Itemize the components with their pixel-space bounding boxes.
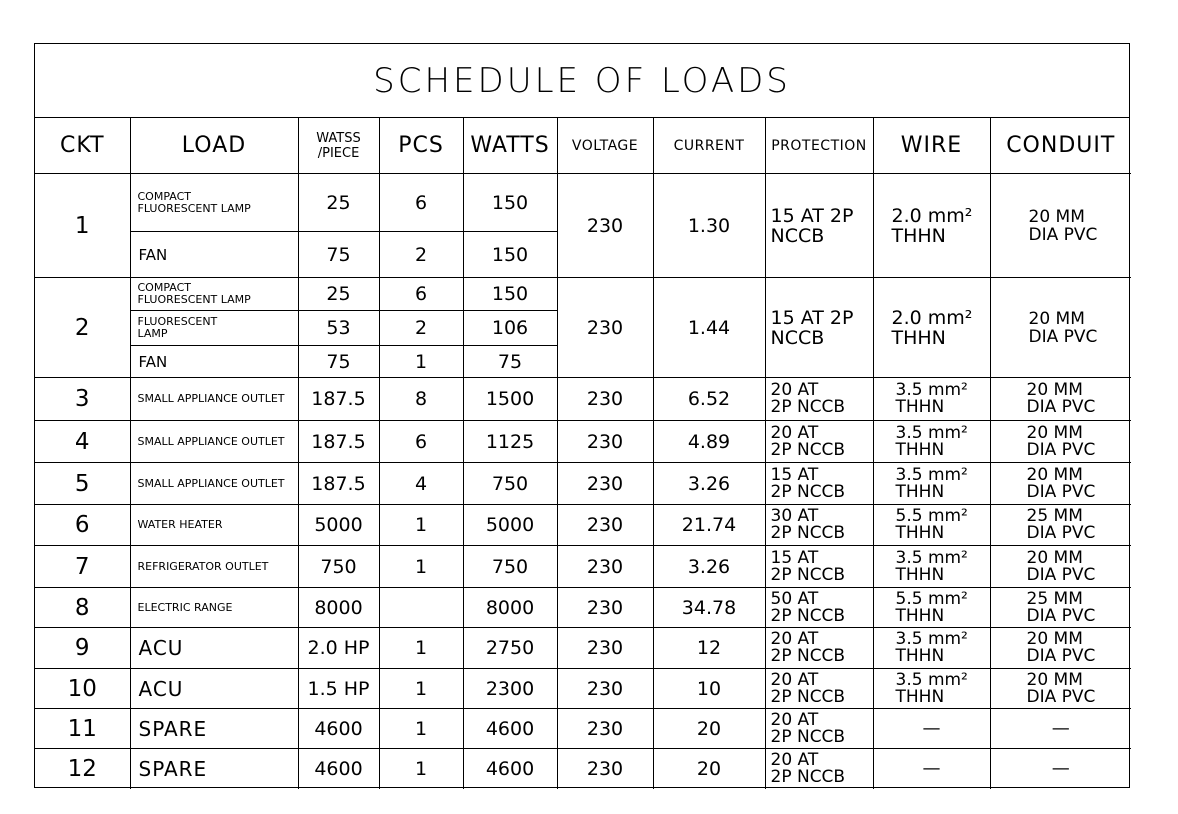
protection-cell — [765, 505, 873, 546]
load-cell: SPARE — [130, 709, 298, 749]
protection-line: 15 AT 2P — [770, 204, 854, 227]
conduit-line: 20 MM — [1026, 422, 1083, 443]
voltage-cell: 230 — [557, 378, 653, 421]
wire-cell — [873, 505, 990, 546]
watts-per-piece-cell: 5000 — [298, 505, 379, 546]
watts-per-piece-cell: 75 — [298, 346, 379, 378]
protection-line: 20 AT — [770, 422, 819, 443]
protection-cell — [765, 278, 873, 378]
ckt-cell: 7 — [35, 546, 130, 588]
wire-line: 5.5 mm² — [895, 506, 968, 526]
watts-per-piece-cell: 187.5 — [298, 378, 379, 421]
wire-line: 3.5 mm² — [895, 547, 968, 568]
wire-line: THHN — [895, 397, 945, 417]
protection-cell — [765, 378, 873, 421]
header-watts-per-piece-line1: WATSS — [316, 130, 361, 146]
loads-table — [35, 118, 1131, 789]
pcs-cell: 1 — [379, 346, 463, 378]
header-voltage: VOLTAGE — [557, 118, 653, 174]
protection-line: 2P NCCB — [770, 523, 846, 543]
conduit-line: — — [1051, 718, 1070, 739]
wire-line: THHN — [891, 326, 946, 349]
conduit-line: DIA PVC — [1026, 397, 1096, 417]
watts-per-piece-cell: 187.5 — [298, 463, 379, 505]
protection-line: 2P NCCB — [770, 686, 846, 707]
voltage-cell: 230 — [557, 628, 653, 669]
protection-line: 20 AT — [770, 749, 819, 770]
header-watts: WATTS — [463, 118, 557, 174]
wire-line: — — [922, 718, 941, 739]
protection-cell — [765, 709, 873, 749]
wire-cell — [873, 709, 990, 749]
pcs-cell: 6 — [379, 278, 463, 311]
conduit-cell — [990, 421, 1131, 463]
conduit-line: 20 MM — [1026, 629, 1083, 649]
conduit-cell — [990, 505, 1131, 546]
voltage-cell: 230 — [557, 546, 653, 588]
wire-line: — — [922, 758, 941, 780]
conduit-line: DIA PVC — [1026, 523, 1096, 543]
current-cell: 1.44 — [653, 278, 765, 378]
protection-line: 2P NCCB — [770, 397, 846, 417]
wire-cell — [873, 546, 990, 588]
wire-line: THHN — [895, 439, 945, 460]
watts-per-piece-cell: 1.5 HP — [298, 669, 379, 709]
table-row — [35, 278, 1131, 311]
protection-line: 15 AT — [770, 547, 819, 568]
protection-line: 20 AT — [770, 709, 819, 730]
load-name-line: COMPACT — [137, 281, 191, 294]
load-cell: ACU — [130, 669, 298, 709]
ckt-cell: 8 — [35, 588, 130, 628]
current-cell: 12 — [653, 628, 765, 669]
current-cell: 20 — [653, 709, 765, 749]
voltage-cell: 230 — [557, 278, 653, 378]
watts-cell: 8000 — [463, 588, 557, 628]
protection-line: 20 AT — [770, 629, 819, 649]
voltage-cell: 230 — [557, 421, 653, 463]
protection-line: 2P NCCB — [770, 439, 846, 460]
protection-cell — [765, 546, 873, 588]
watts-cell: 750 — [463, 546, 557, 588]
load-name-line: FLUORESCENT — [137, 315, 218, 328]
watts-per-piece-cell: 4600 — [298, 749, 379, 789]
conduit-cell — [990, 628, 1131, 669]
load-cell: SMALL APPLIANCE OUTLET — [130, 421, 298, 463]
protection-line: 2P NCCB — [770, 766, 846, 787]
conduit-cell — [990, 588, 1131, 628]
conduit-cell — [990, 546, 1131, 588]
table-row — [35, 421, 1131, 463]
table-row — [35, 669, 1131, 709]
load-name-line: LAMP — [137, 327, 168, 340]
conduit-line: — — [1051, 758, 1070, 780]
watts-cell: 2300 — [463, 669, 557, 709]
pcs-cell: 1 — [379, 628, 463, 669]
schedule-of-loads-sheet — [34, 43, 1130, 788]
table-row — [35, 378, 1131, 421]
pcs-cell: 1 — [379, 669, 463, 709]
voltage-cell: 230 — [557, 505, 653, 546]
header-watts-per-piece — [298, 118, 379, 174]
ckt-cell: 9 — [35, 628, 130, 669]
wire-line: 3.5 mm² — [895, 629, 968, 649]
conduit-line: DIA PVC — [1026, 646, 1096, 666]
header-protection: PROTECTION — [765, 118, 873, 174]
conduit-cell — [990, 749, 1131, 789]
current-cell: 1.30 — [653, 174, 765, 278]
voltage-cell: 230 — [557, 749, 653, 789]
table-row — [35, 709, 1131, 749]
watts-cell: 1500 — [463, 378, 557, 421]
conduit-line: 20 MM — [1026, 547, 1083, 568]
wire-cell — [873, 628, 990, 669]
protection-cell — [765, 628, 873, 669]
wire-line: 2.0 mm² — [891, 306, 973, 329]
simple-circuit-rows — [35, 378, 1131, 789]
pcs-cell: 1 — [379, 709, 463, 749]
protection-line: 15 AT 2P — [770, 306, 854, 329]
table-row — [35, 546, 1131, 588]
wire-line: 2.0 mm² — [891, 204, 973, 227]
load-cell: SMALL APPLIANCE OUTLET — [130, 378, 298, 421]
conduit-line: DIA PVC — [1026, 564, 1096, 585]
protection-cell — [765, 588, 873, 628]
protection-cell — [765, 749, 873, 789]
watts-per-piece-cell: 25 — [298, 174, 379, 232]
pcs-cell: 6 — [379, 421, 463, 463]
watts-per-piece-cell: 25 — [298, 278, 379, 311]
protection-line: 20 AT — [770, 380, 819, 400]
header-conduit: CONDUIT — [990, 118, 1131, 174]
watts-cell: 106 — [463, 311, 557, 346]
conduit-line: 20 MM — [1028, 206, 1085, 227]
watts-per-piece-cell: 2.0 HP — [298, 628, 379, 669]
voltage-cell: 230 — [557, 709, 653, 749]
watts-cell: 75 — [463, 346, 557, 378]
current-cell: 3.26 — [653, 463, 765, 505]
protection-cell — [765, 463, 873, 505]
ckt-cell: 5 — [35, 463, 130, 505]
pcs-cell: 4 — [379, 463, 463, 505]
wire-line: THHN — [895, 481, 945, 502]
conduit-line: DIA PVC — [1026, 439, 1096, 460]
wire-line: THHN — [895, 686, 945, 707]
wire-line: THHN — [895, 523, 945, 543]
voltage-cell: 230 — [557, 463, 653, 505]
voltage-cell: 230 — [557, 588, 653, 628]
conduit-cell — [990, 278, 1131, 378]
protection-line: 2P NCCB — [770, 564, 846, 585]
load-cell: ELECTRIC RANGE — [130, 588, 298, 628]
header-ckt: CKT — [35, 118, 130, 174]
watts-cell: 1125 — [463, 421, 557, 463]
load-cell: REFRIGERATOR OUTLET — [130, 546, 298, 588]
watts-cell: 750 — [463, 463, 557, 505]
protection-line: NCCB — [770, 224, 825, 247]
conduit-line: DIA PVC — [1026, 481, 1096, 502]
load-cell: FAN — [130, 346, 298, 378]
wire-cell — [873, 174, 990, 278]
voltage-cell: 230 — [557, 669, 653, 709]
protection-line: 30 AT — [770, 506, 819, 526]
wire-line: THHN — [895, 646, 945, 666]
watts-per-piece-cell: 8000 — [298, 588, 379, 628]
load-cell — [130, 311, 298, 346]
conduit-line: 20 MM — [1028, 308, 1085, 329]
wire-cell — [873, 421, 990, 463]
protection-line: 2P NCCB — [770, 646, 846, 666]
current-cell: 4.89 — [653, 421, 765, 463]
conduit-cell — [990, 709, 1131, 749]
wire-cell — [873, 669, 990, 709]
protection-line: 2P NCCB — [770, 481, 846, 502]
pcs-cell: 1 — [379, 505, 463, 546]
conduit-cell — [990, 378, 1131, 421]
ckt-cell: 3 — [35, 378, 130, 421]
protection-line: 50 AT — [770, 588, 819, 609]
watts-per-piece-cell: 75 — [298, 232, 379, 278]
load-cell: SPARE — [130, 749, 298, 789]
load-cell: FAN — [130, 232, 298, 278]
wire-line: THHN — [891, 224, 946, 247]
watts-per-piece-cell: 750 — [298, 546, 379, 588]
header-load: LOAD — [130, 118, 298, 174]
header-current: CURRENT — [653, 118, 765, 174]
protection-line: 2P NCCB — [770, 726, 846, 747]
watts-cell: 150 — [463, 232, 557, 278]
header-row — [35, 118, 1131, 174]
pcs-cell: 2 — [379, 311, 463, 346]
load-cell: WATER HEATER — [130, 505, 298, 546]
pcs-cell: 8 — [379, 378, 463, 421]
page-title: SCHEDULE OF LOADS — [35, 44, 1129, 118]
load-cell: SMALL APPLIANCE OUTLET — [130, 463, 298, 505]
ckt-cell: 11 — [35, 709, 130, 749]
current-cell: 6.52 — [653, 378, 765, 421]
conduit-cell — [990, 463, 1131, 505]
wire-cell — [873, 749, 990, 789]
current-cell: 20 — [653, 749, 765, 789]
wire-cell — [873, 588, 990, 628]
protection-line: NCCB — [770, 326, 825, 349]
ckt-cell: 10 — [35, 669, 130, 709]
current-cell: 34.78 — [653, 588, 765, 628]
pcs-cell: 6 — [379, 174, 463, 232]
protection-cell — [765, 421, 873, 463]
wire-cell — [873, 378, 990, 421]
watts-cell: 150 — [463, 174, 557, 232]
load-cell: ACU — [130, 628, 298, 669]
pcs-cell: 2 — [379, 232, 463, 278]
table-row — [35, 505, 1131, 546]
protection-line: 15 AT — [770, 464, 819, 485]
voltage-cell: 230 — [557, 174, 653, 278]
watts-cell: 4600 — [463, 749, 557, 789]
conduit-line: DIA PVC — [1028, 326, 1098, 347]
watts-cell: 4600 — [463, 709, 557, 749]
protection-cell — [765, 669, 873, 709]
current-cell: 21.74 — [653, 505, 765, 546]
header-wire: WIRE — [873, 118, 990, 174]
load-cell — [130, 174, 298, 232]
watts-cell: 2750 — [463, 628, 557, 669]
conduit-cell — [990, 669, 1131, 709]
current-cell: 10 — [653, 669, 765, 709]
wire-line: THHN — [895, 564, 945, 585]
wire-line: 3.5 mm² — [895, 422, 968, 443]
wire-line: 3.5 mm² — [895, 380, 968, 400]
conduit-line: 25 MM — [1026, 506, 1083, 526]
table-row — [35, 174, 1131, 232]
wire-line: 3.5 mm² — [895, 669, 968, 690]
load-name-line: COMPACT — [137, 189, 191, 203]
pcs-cell: 1 — [379, 546, 463, 588]
current-cell: 3.26 — [653, 546, 765, 588]
protection-line: 20 AT — [770, 669, 819, 690]
conduit-cell — [990, 174, 1131, 278]
ckt-cell: 2 — [35, 278, 130, 378]
header-pcs: PCS — [379, 118, 463, 174]
wire-line: 3.5 mm² — [895, 464, 968, 485]
conduit-line: DIA PVC — [1026, 686, 1096, 707]
ckt-cell: 6 — [35, 505, 130, 546]
ckt-cell: 1 — [35, 174, 130, 278]
watts-per-piece-cell: 187.5 — [298, 421, 379, 463]
watts-per-piece-cell: 53 — [298, 311, 379, 346]
conduit-line: DIA PVC — [1028, 224, 1098, 245]
ckt-cell: 12 — [35, 749, 130, 789]
pcs-cell: 1 — [379, 749, 463, 789]
conduit-line: 25 MM — [1026, 588, 1083, 609]
table-row — [35, 463, 1131, 505]
conduit-line: DIA PVC — [1026, 605, 1096, 626]
table-row — [35, 749, 1131, 789]
load-name-line: FLUORESCENT LAMP — [137, 293, 251, 306]
protection-cell — [765, 174, 873, 278]
load-cell — [130, 278, 298, 311]
conduit-line: 20 MM — [1026, 464, 1083, 485]
watts-per-piece-cell: 4600 — [298, 709, 379, 749]
header-watts-per-piece-line2: /PIECE — [317, 145, 360, 161]
wire-line: THHN — [895, 605, 945, 626]
protection-line: 2P NCCB — [770, 605, 846, 626]
wire-line: 5.5 mm² — [895, 588, 968, 609]
load-name-line: FLUORESCENT LAMP — [137, 201, 251, 215]
pcs-cell — [379, 588, 463, 628]
conduit-line: 20 MM — [1026, 669, 1083, 690]
watts-cell: 150 — [463, 278, 557, 311]
wire-cell — [873, 278, 990, 378]
conduit-line: 20 MM — [1026, 380, 1083, 400]
wire-cell — [873, 463, 990, 505]
table-row — [35, 588, 1131, 628]
ckt-cell: 4 — [35, 421, 130, 463]
table-row — [35, 628, 1131, 669]
watts-cell: 5000 — [463, 505, 557, 546]
